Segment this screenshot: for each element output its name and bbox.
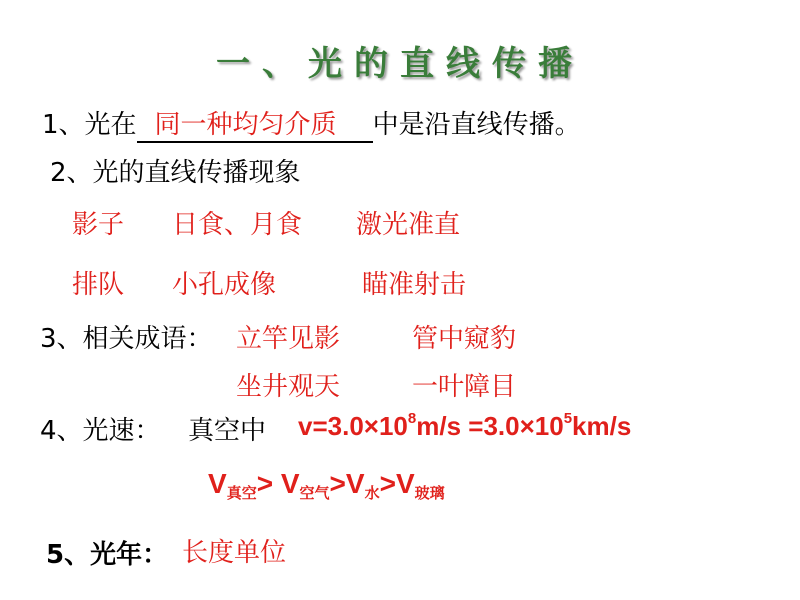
sub-glass: 玻璃 bbox=[414, 485, 445, 502]
v-3: V bbox=[345, 468, 365, 499]
phenomenon-queue: 排队 bbox=[72, 270, 125, 300]
item-1-prefix: 1、光在 bbox=[42, 110, 137, 140]
sub-water: 水 bbox=[364, 485, 380, 502]
speed-1-base: v=3.0×10 bbox=[298, 411, 408, 441]
phenomenon-eclipse: 日食、月食 bbox=[172, 210, 303, 240]
phenomenon-laser: 激光准直 bbox=[356, 210, 461, 240]
item-5-label: 5、光年： bbox=[46, 540, 169, 570]
v-2: V bbox=[280, 468, 300, 499]
speed-comparison bbox=[208, 468, 445, 503]
item-4-vacuum: 真空中 bbox=[188, 416, 267, 446]
op-2: > bbox=[329, 468, 346, 499]
speed-1-exp: 8 bbox=[407, 410, 417, 427]
speed-2-exp: 5 bbox=[563, 410, 573, 427]
idiom-3: 坐井观天 bbox=[236, 372, 341, 402]
v-4: V bbox=[395, 468, 415, 499]
phenomenon-pinhole: 小孔成像 bbox=[172, 270, 277, 300]
speed-2-unit: km/s bbox=[572, 411, 632, 441]
speed-1-unit: m/s =3.0×10 bbox=[416, 411, 564, 441]
light-speed-value bbox=[298, 410, 631, 442]
v-1: V bbox=[208, 468, 227, 499]
idiom-1: 立竿见影 bbox=[236, 324, 341, 354]
item-5-answer: 长度单位 bbox=[182, 538, 287, 568]
item-3-label: 3、相关成语： bbox=[40, 324, 213, 354]
op-3: > bbox=[379, 468, 396, 499]
item-1-answer: 同一种均匀介质 bbox=[137, 111, 373, 143]
idiom-2: 管中窥豹 bbox=[412, 324, 517, 354]
item-1 bbox=[42, 104, 581, 143]
page-title: 一、光的直线传播 bbox=[216, 44, 584, 84]
sub-vacuum: 真空 bbox=[226, 485, 257, 502]
item-2-label: 2、光的直线传播现象 bbox=[50, 158, 301, 188]
phenomenon-aiming: 瞄准射击 bbox=[362, 270, 467, 300]
phenomenon-shadow: 影子 bbox=[72, 210, 125, 240]
item-4-label: 4、光速： bbox=[40, 416, 161, 446]
item-1-suffix: 中是沿直线传播。 bbox=[372, 110, 581, 140]
op-1: > bbox=[256, 468, 281, 499]
idiom-4: 一叶障目 bbox=[412, 372, 517, 402]
sub-air: 空气 bbox=[299, 485, 330, 502]
